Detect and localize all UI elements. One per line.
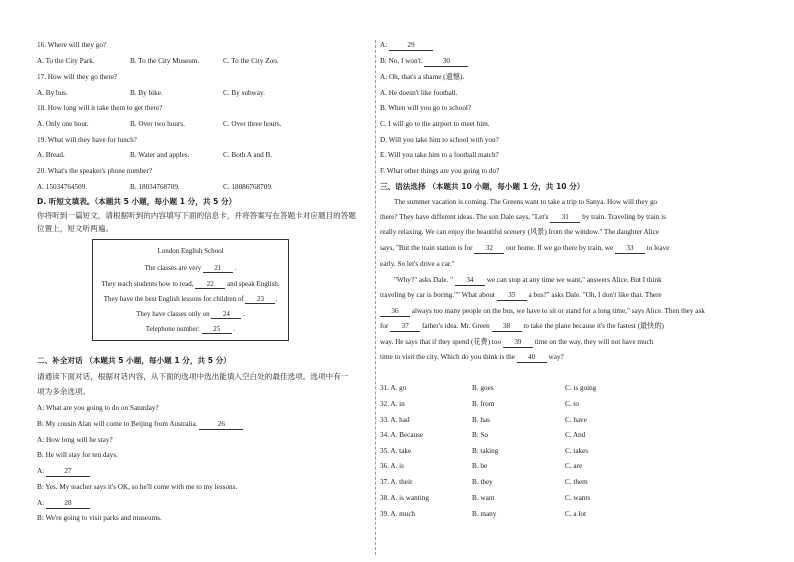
section-3-title: 三、语法选择 （本题共 10 小题，每小题 1 分，共 10 分）	[380, 182, 585, 191]
passage-line-3: really relaxing. We can enjoy the beautiful scenery (风景) from the window." The daughter Alice	[380, 228, 660, 236]
option-20a: A. 15034764509.	[37, 183, 88, 191]
blank-21[interactable]: 21	[203, 264, 233, 273]
mc-35-a: 35. A. take	[380, 447, 412, 455]
question-16: 16. Where will they go?	[37, 41, 107, 49]
choice-c: C. I will go to the airport to meet him.	[380, 120, 490, 128]
section-2-instruction-2: 项为多余选项。	[37, 387, 91, 396]
blank-34[interactable]: 34	[455, 276, 485, 286]
blank-32[interactable]: 32	[474, 244, 504, 254]
dialogue-line-1: A: What are you going to do on Saturday?	[37, 404, 159, 412]
mc-38-a: 38. A. is wanting	[380, 494, 429, 502]
card-line-22: They teach students how to read, 22 and speak English.	[101, 280, 280, 288]
mc-33-c: C. have	[565, 416, 587, 424]
section-2-title: 二、补全对话 （本题共 5 小题，每小题 1 分，共 5 分）	[37, 356, 231, 365]
blank-35[interactable]: 35	[497, 291, 527, 301]
option-19b: B. Water and apples.	[130, 151, 190, 159]
mc-34-b: B. So	[472, 431, 488, 439]
mc-34-a: 34. A. Because	[380, 431, 424, 439]
blank-30[interactable]: 30	[424, 57, 468, 67]
passage-line-1: The summer vacation is coming. The Greens want to take a trip to Sanya. How will they go	[394, 198, 658, 206]
option-18a: A. Only one hour.	[37, 120, 89, 128]
option-18c: C. Over three hours.	[223, 120, 282, 128]
dialogue-line-5: A: 27	[37, 467, 90, 477]
passage-line-11: time to visit the city. Which do you think is the 40 way?	[380, 353, 564, 361]
info-card	[92, 239, 289, 341]
mc-33-b: B. has	[472, 416, 490, 424]
option-19c: C. Both A and B.	[223, 151, 273, 159]
card-line-23: They have the best English lessons for children of 23 .	[103, 295, 278, 303]
option-16c: C. To the City Zoo.	[223, 57, 279, 65]
choice-e: E. Will you take him to a football match?	[380, 151, 499, 159]
dialogue-line-8: B: We're going to visit parks and museums.	[37, 514, 162, 522]
section-d-title: D. 听短文填表。（本题共 5 小题，每小题 1 分，共 5 分）	[37, 197, 237, 206]
blank-25[interactable]: 25	[202, 325, 232, 334]
blank-26[interactable]: 26	[199, 420, 243, 430]
column-divider	[375, 40, 376, 555]
dialogue-line-b30: B: No, I won't. 30	[380, 57, 468, 67]
section-d-instruction-2: 位置上，短文听两遍。	[37, 224, 113, 233]
option-16b: B. To the City Museum.	[130, 57, 200, 65]
passage-line-10: way. He says that if they spend (花费) too 39 time on the way, they will not have much	[380, 338, 654, 346]
mc-39-c: C. a lot	[565, 510, 586, 518]
mc-36-a: 36. A. is	[380, 462, 404, 470]
blank-38[interactable]: 38	[492, 322, 522, 332]
blank-23[interactable]: 23	[245, 295, 275, 304]
mc-37-c: C. them	[565, 478, 588, 486]
mc-35-b: B. taking	[472, 447, 499, 455]
blank-31[interactable]: 31	[550, 213, 580, 223]
dialogue-line-a29: A: 29	[380, 41, 433, 51]
option-17a: A. By bus.	[37, 89, 68, 97]
mc-36-c: C. are	[565, 462, 583, 470]
blank-28[interactable]: 28	[46, 499, 90, 509]
question-18: 18. How long will it take them to get there?	[37, 104, 163, 112]
choice-f: F. What other things are you going to do?	[380, 167, 500, 175]
mc-36-b: B. be	[472, 462, 488, 470]
choice-a: A. He doesn't like football.	[380, 89, 458, 97]
blank-37[interactable]: 37	[390, 322, 420, 332]
blank-40[interactable]: 40	[517, 353, 547, 363]
option-17c: C. By subway.	[223, 89, 265, 97]
mc-38-b: B. want	[472, 494, 495, 502]
card-line-24: They have classes only on 24 .	[136, 310, 245, 318]
option-16a: A. To the City Park.	[37, 57, 95, 65]
choice-b: B. When will you go to school?	[380, 104, 472, 112]
passage-line-8: 36 always too many people on the bus, we have to sit or stand for a long time," says Alice. Then they ask	[380, 307, 705, 317]
option-19a: A. Bread.	[37, 151, 65, 159]
mc-32-b: B. from	[472, 400, 495, 408]
mc-31-c: C. is going	[565, 384, 597, 392]
mc-31-b: B. goes	[472, 384, 494, 392]
mc-39-a: 39. A. much	[380, 510, 416, 518]
card-line-21: The classes are very 21 .	[144, 264, 237, 272]
question-19: 19. What will they have for lunch?	[37, 136, 137, 144]
question-20: 20. What's the speaker's phone number?	[37, 167, 153, 175]
card-line-25: Telephone number: 25 .	[145, 325, 236, 333]
choice-d: D. Will you take him to school with you?	[380, 136, 499, 144]
passage-line-9: for 37 father's idea. Mr. Green 38 to take the plane because it's the fastest (最快的)	[380, 322, 664, 330]
blank-24[interactable]: 24	[211, 310, 241, 319]
option-20c: C. 18086768709.	[223, 183, 273, 191]
blank-33[interactable]: 33	[615, 244, 645, 254]
mc-39-b: B. many	[472, 510, 497, 518]
passage-line-6: "Why?" asks Dale. " 34 we can stop at any time we want," answers Alice. But I think	[394, 276, 662, 284]
mc-32-a: 32. A. in	[380, 400, 405, 408]
passage-line-5: early. So let's drive a car."	[380, 260, 455, 268]
blank-39[interactable]: 39	[503, 338, 533, 348]
section-d-instruction-1: 你将听到一篇短文，请根据听到的内容填写下面的信息卡，并将答案写在答题卡对应题目的答题	[37, 211, 356, 220]
dialogue-line-7: A: 28	[37, 499, 90, 509]
mc-32-c: C. to	[565, 400, 579, 408]
passage-line-2: there? They have different ideas. The son Dale says, "Let's 31 by train. Traveling by train is	[380, 213, 666, 221]
mc-38-c: C. wants	[565, 494, 591, 502]
mc-37-b: B. they	[472, 478, 493, 486]
mc-35-c: C. takes	[565, 447, 589, 455]
option-18b: B. Over two hours.	[130, 120, 185, 128]
section-2-instruction-1: 请通读下面对话，根据对话内容，从下面的选项中选出能填入空白处的最佳选项。选项中有一	[37, 372, 349, 381]
dialogue-line-shame: A: Oh, that's a shame (遗憾).	[380, 73, 465, 81]
blank-27[interactable]: 27	[46, 467, 90, 477]
passage-line-7: traveling by car is boring."" What about 35 a bus?" asks Dale. "Oh, I don't like that. There	[380, 291, 662, 299]
mc-31-a: 31. A. go	[380, 384, 407, 392]
passage-line-4: says, "But the train station is for 32 our home. If we go there by train, we 33 to leave	[380, 244, 670, 252]
dialogue-line-3: A: How long will he stay?	[37, 436, 113, 444]
dialogue-line-2: B: My cousin Alan will come to Beijing from Australia. 26	[37, 420, 243, 430]
mc-33-a: 33. A. had	[380, 416, 410, 424]
blank-36[interactable]: 36	[380, 307, 410, 317]
option-20b: B. 18034768709.	[130, 183, 180, 191]
dialogue-line-4: B: He will stay for ten days.	[37, 451, 118, 459]
blank-22[interactable]: 22	[195, 280, 225, 289]
mc-34-c: C. And	[565, 431, 586, 439]
dialogue-line-6: B: Yes. My teacher says it's OK, so he'll come with me to my lessons.	[37, 483, 238, 491]
question-17: 17. How will they go there?	[37, 73, 118, 81]
mc-37-a: 37. A. their	[380, 478, 413, 486]
info-card-title: London English School	[157, 247, 224, 255]
blank-29[interactable]: 29	[389, 41, 433, 51]
option-17b: B. By bike.	[130, 89, 163, 97]
